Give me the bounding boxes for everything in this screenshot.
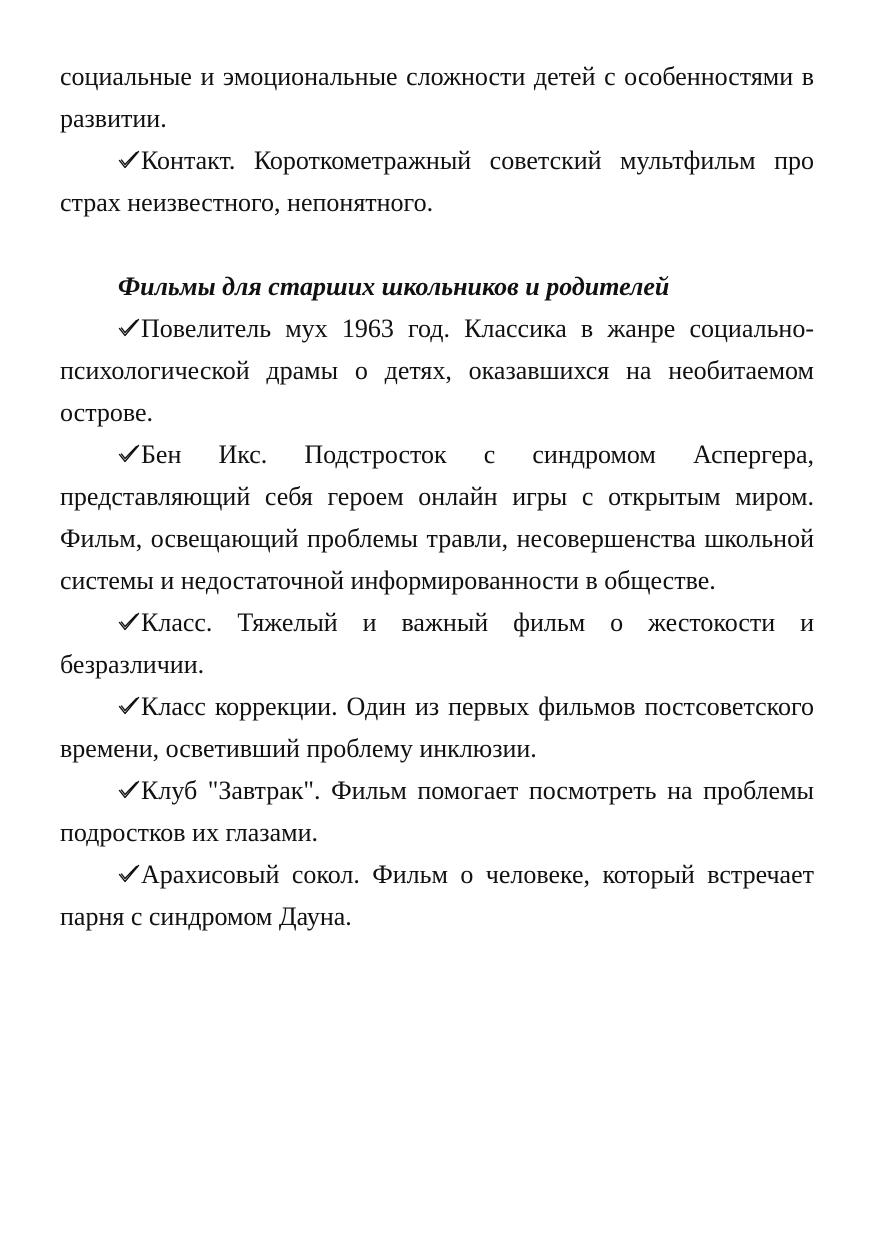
list-item-text: Класс. Тяжелый и важный фильм о жестокости и безразличии.	[60, 608, 814, 679]
section-heading: Фильмы для старших школьников и родителей	[118, 272, 670, 301]
document-page	[60, 56, 814, 938]
checkmark-icon	[118, 318, 140, 338]
checkmark-icon	[118, 696, 140, 716]
checkmark-icon	[118, 780, 140, 800]
list-item	[60, 770, 814, 854]
list-item	[60, 686, 814, 770]
list-item	[60, 434, 814, 602]
list-item-text: Арахисовый сокол. Фильм о человеке, который встречает парня с синдромом Дауна.	[60, 860, 814, 931]
list-item	[60, 140, 814, 224]
checkmark-icon	[118, 864, 140, 884]
list-item	[60, 854, 814, 938]
list-item-text: Повелитель мух 1963 год. Классика в жанре социально-психологической драмы о детях, оказавшихся на необитаемом острове.	[60, 314, 814, 427]
intro-paragraph: социальные и эмоциональные сложности детей с особенностями в развитии.	[60, 62, 814, 133]
list-item	[60, 602, 814, 686]
list-item-text: Клуб "Завтрак". Фильм помогает посмотреть на проблемы подростков их глазами.	[60, 776, 814, 847]
checkmark-icon	[118, 612, 140, 632]
list-item-text: Контакт. Короткометражный советский мультфильм про страх неизвестного, непонятного.	[60, 146, 814, 217]
list-item-text: Класс коррекции. Один из первых фильмов постсоветского времени, осветивший проблему инклюзии.	[60, 692, 814, 763]
list-item	[60, 308, 814, 434]
list-item-text: Бен Икс. Подстросток с синдромом Аспергера, представляющий себя героем онлайн игры с открытым миром. Фильм, освещающий проблемы травли, несовершенства школьной системы и недостаточной информированности в обществе.	[60, 440, 814, 595]
checkmark-icon	[118, 150, 140, 170]
checkmark-icon	[118, 444, 140, 464]
